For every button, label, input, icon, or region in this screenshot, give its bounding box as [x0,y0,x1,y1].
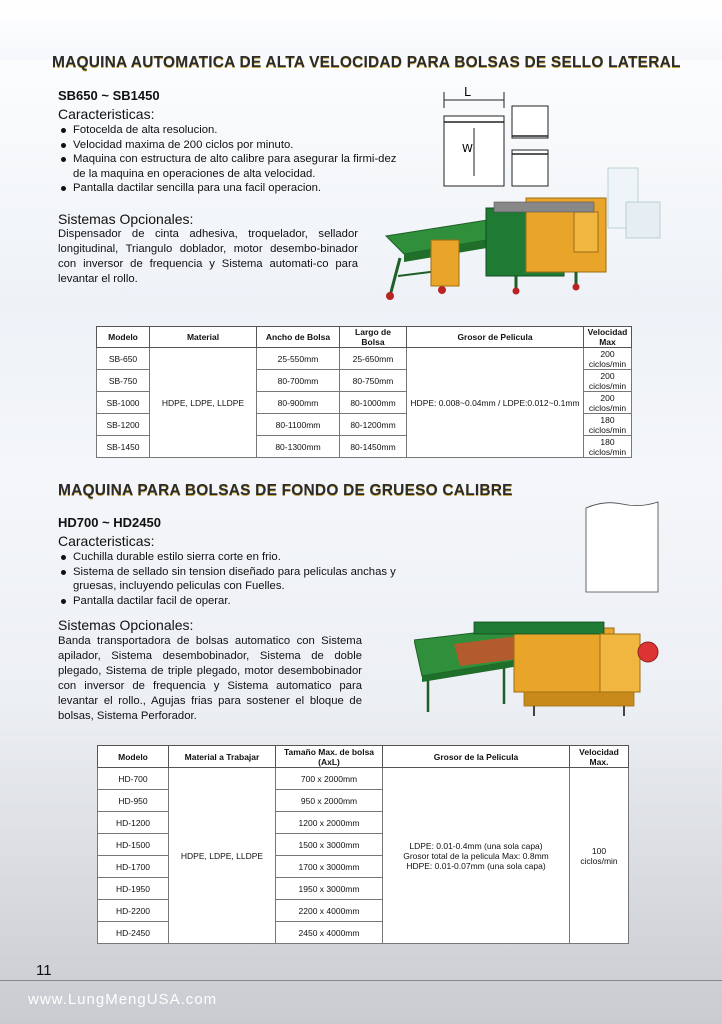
footer-divider [0,980,722,981]
table-cell: SB-650 [97,348,150,370]
section1-features-heading: Caracteristicas: [58,106,155,122]
section2-options-text: Banda transportadora de bolsas automatico con Sistema apilador, Sistema desembobinador, Sistema de doble plegado, Sistema de triple plegado, motor desembobinador con inversor de frequencia y Sistema automatico para levantar el rollo., Agujas frias para sostener el bloque de bolsas, Sistema Perforador. [58,635,362,722]
table-cell: 180 ciclos/min [584,436,632,458]
table-cell: 180 ciclos/min [584,414,632,436]
website-link[interactable]: www.LungMengUSA.com [28,991,218,1008]
table-cell: 2200 x 4000mm [276,900,383,922]
side-seal-machine-image [376,158,666,306]
grosor-line: HDPE: 0.01-0.07mm (una sola capa) [406,860,546,871]
column-header: Material [150,327,257,348]
length-label: L [464,85,471,99]
grosor-line: LDPE: 0.01-0.4mm (una sola capa) [409,840,543,851]
section1-title: MAQUINA AUTOMATICA DE ALTA VELOCIDAD PARA BOLSAS DE SELLO LATERAL [52,54,681,71]
table-cell: 200 ciclos/min [584,348,632,370]
material-cell: HDPE, LDPE, LLDPE [150,348,257,458]
column-header: Modelo [97,327,150,348]
list-item: Pantalla dactilar facil de operar. [58,594,416,609]
table-cell: HD-2450 [98,922,169,944]
section2-options-heading: Sistemas Opcionales: [58,617,194,633]
table-cell: HD-1200 [98,812,169,834]
grosor-cell: HDPE: 0.008~0.04mm / LDPE:0.012~0.1mm [407,348,584,458]
section1-features-list [58,123,406,196]
section2-features-heading: Caracteristicas: [58,533,155,549]
table-cell: 1700 x 3000mm [276,856,383,878]
velocidad-cell: 100 ciclos/min [570,768,629,944]
column-header: Ancho de Bolsa [257,327,340,348]
column-header: Velocidad Max [584,327,632,348]
section1-options-text: Dispensador de cinta adhesiva, troquelador, sellador longitudinal, Triangulo doblador, motor desembo-binador con inversor de frequencia y Sistema automati-co para levantar el rollo. [58,228,358,285]
table-cell: 80-1100mm [257,414,340,436]
table-cell: 200 ciclos/min [584,392,632,414]
list-item: Pantalla dactilar sencilla para una facil operacion. [58,181,406,196]
bottom-seal-bag-diagram [584,498,660,594]
table-cell: 1500 x 3000mm [276,834,383,856]
column-header: Tamaño Max. de bolsa (AxL) [276,746,383,768]
column-header: Largo de Bolsa [340,327,407,348]
table-cell: 950 x 2000mm [276,790,383,812]
section1-model-range: SB650 ~ SB1450 [58,88,160,103]
table-cell: 80-900mm [257,392,340,414]
table-cell: SB-750 [97,370,150,392]
bottom-seal-machine-image [414,604,664,720]
section2-spec-table [97,745,629,944]
material-cell: HDPE, LDPE, LLDPE [169,768,276,944]
table-cell: 80-750mm [340,370,407,392]
column-header: Material a Trabajar [169,746,276,768]
section2-title: MAQUINA PARA BOLSAS DE FONDO DE GRUESO CALIBRE [58,482,513,499]
list-item: Maquina con estructura de alto calibre para asegurar la firmi-dez de la maquina en operaciones de alta velocidad. [58,152,406,181]
table-row [98,768,629,790]
section1-spec-table [96,326,632,458]
column-header: Grosor de Pelicula [407,327,584,348]
column-header: Modelo [98,746,169,768]
table-cell: 1200 x 2000mm [276,812,383,834]
list-item: Fotocelda de alta resolucion. [58,123,406,138]
list-item: Velocidad maxima de 200 ciclos por minuto. [58,138,406,153]
grosor-cell [383,768,570,944]
table-cell: SB-1000 [97,392,150,414]
grosor-line: Grosor total de la pelicula Max: 0.8mm [403,850,549,861]
section2-features-list [58,550,416,608]
table-cell: 80-1450mm [340,436,407,458]
table-cell: HD-700 [98,768,169,790]
column-header: Grosor de la Pelicula [383,746,570,768]
list-item: Cuchilla durable estilo sierra corte en frio. [58,550,416,565]
table-cell: SB-1450 [97,436,150,458]
table-cell: HD-950 [98,790,169,812]
section2-model-range: HD700 ~ HD2450 [58,515,161,530]
table-cell: 25-650mm [340,348,407,370]
table-cell: HD-1950 [98,878,169,900]
width-label: W [462,142,473,155]
table-cell: 80-1300mm [257,436,340,458]
table-cell: 700 x 2000mm [276,768,383,790]
page-number: 11 [36,962,52,979]
table-cell: HD-2200 [98,900,169,922]
table-cell: 80-700mm [257,370,340,392]
table-cell: 80-1200mm [340,414,407,436]
table-cell: 80-1000mm [340,392,407,414]
table-row [97,348,632,370]
column-header: Velocidad Max. [570,746,629,768]
table-cell: HD-1500 [98,834,169,856]
table-cell: 25-550mm [257,348,340,370]
page-header-band [0,0,722,60]
table-cell: SB-1200 [97,414,150,436]
table-cell: HD-1700 [98,856,169,878]
table-cell: 200 ciclos/min [584,370,632,392]
list-item: Sistema de sellado sin tension diseñado para peliculas anchas y gruesas, incluyendo peliculas con Fuelles. [58,565,416,594]
table-cell: 2450 x 4000mm [276,922,383,944]
section1-options-heading: Sistemas Opcionales: [58,211,194,227]
table-cell: 1950 x 3000mm [276,878,383,900]
